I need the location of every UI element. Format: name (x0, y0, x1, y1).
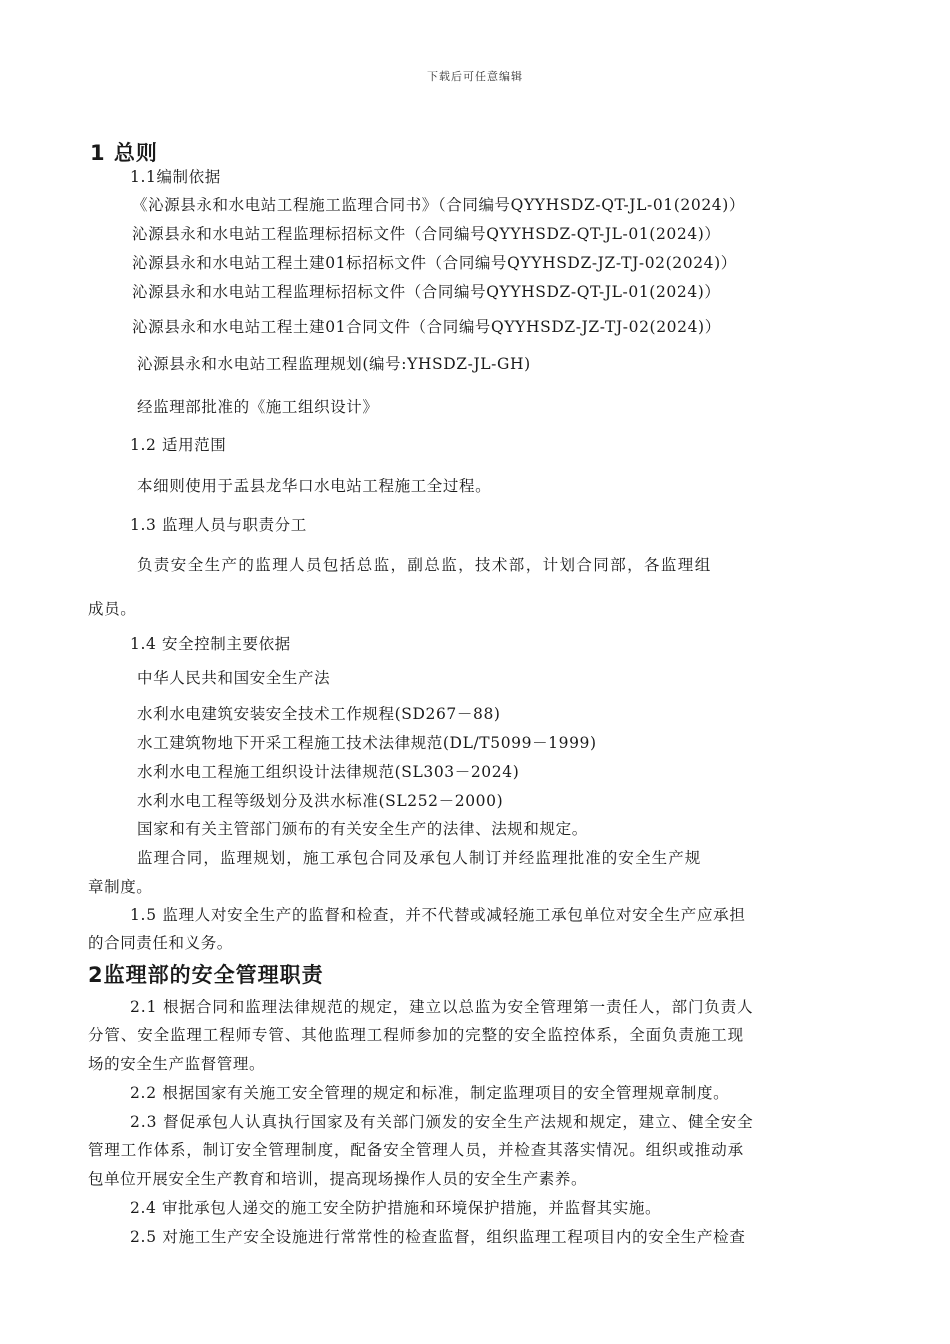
basis-item: 《沁源县永和水电站工程施工监理合同书》（合同编号QYYHSDZ-QT-JL-01(2024)） (132, 196, 745, 214)
staff-text-cont: 成员。 (88, 600, 137, 618)
law-item-cont: 章制度。 (88, 878, 153, 896)
subsection-1-5-cont: 的合同责任和义务。 (88, 934, 233, 952)
law-item: 水利水电工程施工组织设计法律规范(SL303－2024) (137, 763, 520, 781)
law-item: 国家和有关主管部门颁布的有关安全生产的法律、法规和规定。 (137, 820, 588, 838)
subsection-1-2: 1.2 适用范围 (130, 436, 227, 454)
staff-text: 负责安全生产的监理人员包括总监，副总监，技术部，计划合同部，各监理组 (137, 556, 712, 574)
para-2-5: 2.5 对施工生产安全设施进行常常性的检查监督，组织监理工程项目内的安全生产检查 (130, 1228, 746, 1246)
para-2-3-line: 包单位开展安全生产教育和培训，提高现场操作人员的安全生产素养。 (88, 1170, 588, 1188)
basis-item: 经监理部批准的《施工组织设计》 (137, 398, 379, 416)
subsection-1-1: 1.1编制依据 (130, 168, 221, 186)
para-2-2: 2.2 根据国家有关施工安全管理的规定和标准，制定监理项目的安全管理规章制度。 (130, 1084, 730, 1102)
section-2-title: 2监理部的安全管理职责 (88, 963, 324, 987)
para-2-3: 2.3 督促承包人认真执行国家及有关部门颁发的安全生产法规和规定，建立、健全安全 (130, 1113, 754, 1131)
subsection-1-5: 1.5 监理人对安全生产的监督和检查，并不代替或减轻施工承包单位对安全生产应承担 (130, 906, 746, 924)
para-2-4: 2.4 审批承包人递交的施工安全防护措施和环境保护措施，并监督其实施。 (130, 1199, 662, 1217)
para-2-1: 2.1 根据合同和监理法律规范的规定，建立以总监为安全管理第一责任人，部门负责人 (130, 998, 754, 1016)
para-2-1-line: 分管、安全监理工程师专管、其他监理工程师参加的完整的安全监控体系，全面负责施工现 (88, 1026, 745, 1044)
basis-item: 沁源县永和水电站工程监理规划(编号:YHSDZ-JL-GH) (137, 355, 531, 373)
law-item: 水利水电工程等级划分及洪水标准(SL252－2000) (137, 792, 504, 810)
basis-item: 沁源县永和水电站工程土建01合同文件（合同编号QYYHSDZ-JZ-TJ-02(2024)） (132, 318, 721, 336)
basis-item: 沁源县永和水电站工程土建01标招标文件（合同编号QYYHSDZ-JZ-TJ-02(2024)） (132, 254, 737, 272)
subsection-1-3: 1.3 监理人员与职责分工 (130, 516, 307, 534)
basis-item: 沁源县永和水电站工程监理标招标文件（合同编号QYYHSDZ-QT-JL-01(2024)） (132, 225, 721, 243)
subsection-1-4: 1.4 安全控制主要依据 (130, 635, 291, 653)
law-item: 水利水电建筑安装安全技术工作规程(SD267－88) (137, 705, 501, 723)
law-item: 监理合同，监理规划，施工承包合同及承包人制订并经监理批准的安全生产规 (137, 849, 702, 867)
law-item: 中华人民共和国安全生产法 (137, 669, 331, 687)
section-1-title: 1 总则 (90, 141, 158, 165)
basis-item: 沁源县永和水电站工程监理标招标文件（合同编号QYYHSDZ-QT-JL-01(2024)） (132, 283, 721, 301)
para-2-3-line: 管理工作体系，制订安全管理制度，配备安全管理人员，并检查其落实情况。组织或推动承 (88, 1141, 745, 1159)
law-item: 水工建筑物地下开采工程施工技术法律规范(DL/T5099－1999) (137, 734, 597, 752)
scope-text: 本细则使用于盂县龙华口水电站工程施工全过程。 (137, 477, 492, 495)
para-2-1-line: 场的安全生产监督管理。 (88, 1055, 266, 1073)
page-header: 下载后可任意编辑 (427, 70, 523, 83)
